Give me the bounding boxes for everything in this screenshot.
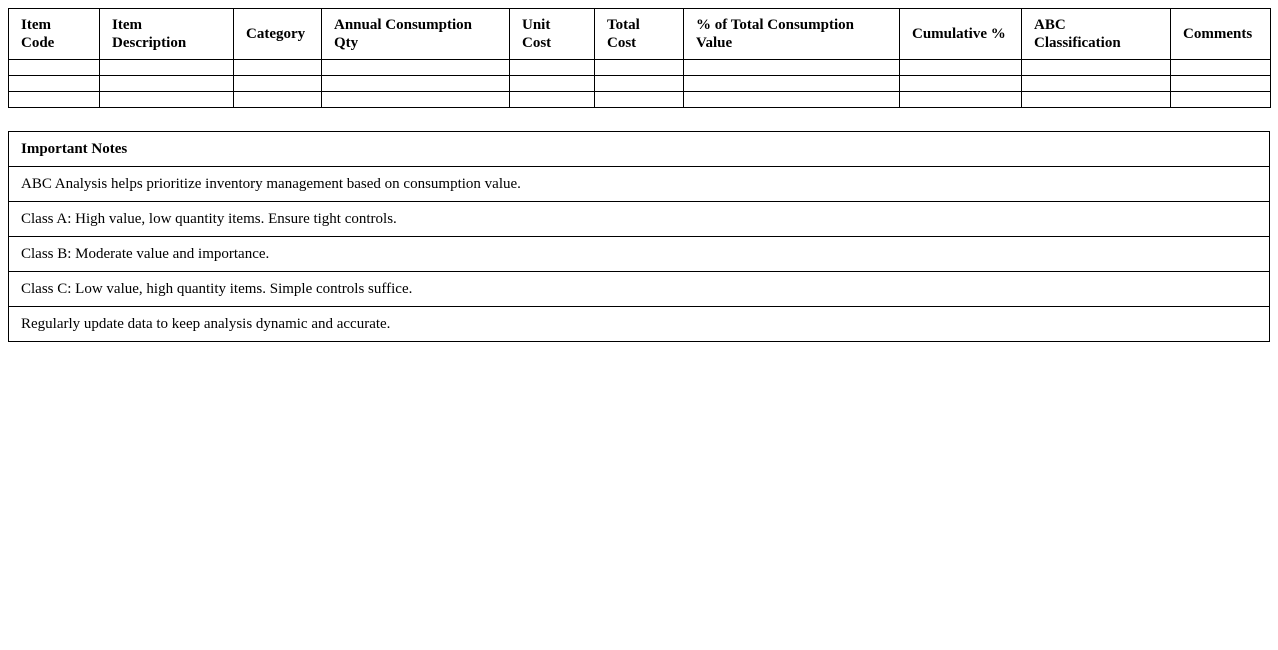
note-text: Class B: Moderate value and importance. [9,237,1270,272]
note-text: Class A: High value, low quantity items. Ensure tight controls. [9,202,1270,237]
table-cell [100,76,234,92]
table-cell [1022,76,1171,92]
column-header-unit-cost: Unit Cost [510,9,595,60]
list-item [9,237,1270,272]
table-cell [1171,60,1271,76]
table-cell [684,92,900,108]
column-header-abc-classification: ABC Classification [1022,9,1171,60]
table-row [9,60,1271,76]
note-text: Class C: Low value, high quantity items. Simple controls suffice. [9,272,1270,307]
table-cell [322,92,510,108]
list-item [9,272,1270,307]
table-cell [684,60,900,76]
table-cell [684,76,900,92]
column-header-total-cost: Total Cost [595,9,684,60]
note-text: ABC Analysis helps prioritize inventory management based on consumption value. [9,167,1270,202]
table-cell [322,60,510,76]
table-cell [1022,92,1171,108]
table-cell [100,60,234,76]
table-cell [9,76,100,92]
column-header-comments: Comments [1171,9,1271,60]
column-header-item-code: Item Code [9,9,100,60]
table-row [9,76,1271,92]
table-cell [900,76,1022,92]
column-header-percent-of-total-consumption-value: % of Total Consumption Value [684,9,900,60]
notes-title: Important Notes [9,132,1270,167]
list-item [9,167,1270,202]
table-cell [234,76,322,92]
column-header-category: Category [234,9,322,60]
table-cell [510,60,595,76]
table-cell [595,92,684,108]
table-cell [9,92,100,108]
column-header-item-description: Item Description [100,9,234,60]
table-cell [1171,92,1271,108]
table-cell [900,60,1022,76]
list-item [9,307,1270,342]
table-header-row [9,9,1271,60]
list-item [9,202,1270,237]
table-row [9,92,1271,108]
table-cell [900,92,1022,108]
table-cell [510,76,595,92]
important-notes-table [8,131,1270,342]
table-cell [9,60,100,76]
table-cell [322,76,510,92]
table-cell [595,76,684,92]
note-text: Regularly update data to keep analysis dynamic and accurate. [9,307,1270,342]
table-cell [234,92,322,108]
table-cell [1171,76,1271,92]
table-cell [595,60,684,76]
table-cell [100,92,234,108]
column-header-cumulative-percent: Cumulative % [900,9,1022,60]
table-cell [1022,60,1171,76]
abc-analysis-table [8,8,1271,108]
table-cell [510,92,595,108]
column-header-annual-consumption-qty: Annual Consumption Qty [322,9,510,60]
table-cell [234,60,322,76]
notes-header-row [9,132,1270,167]
